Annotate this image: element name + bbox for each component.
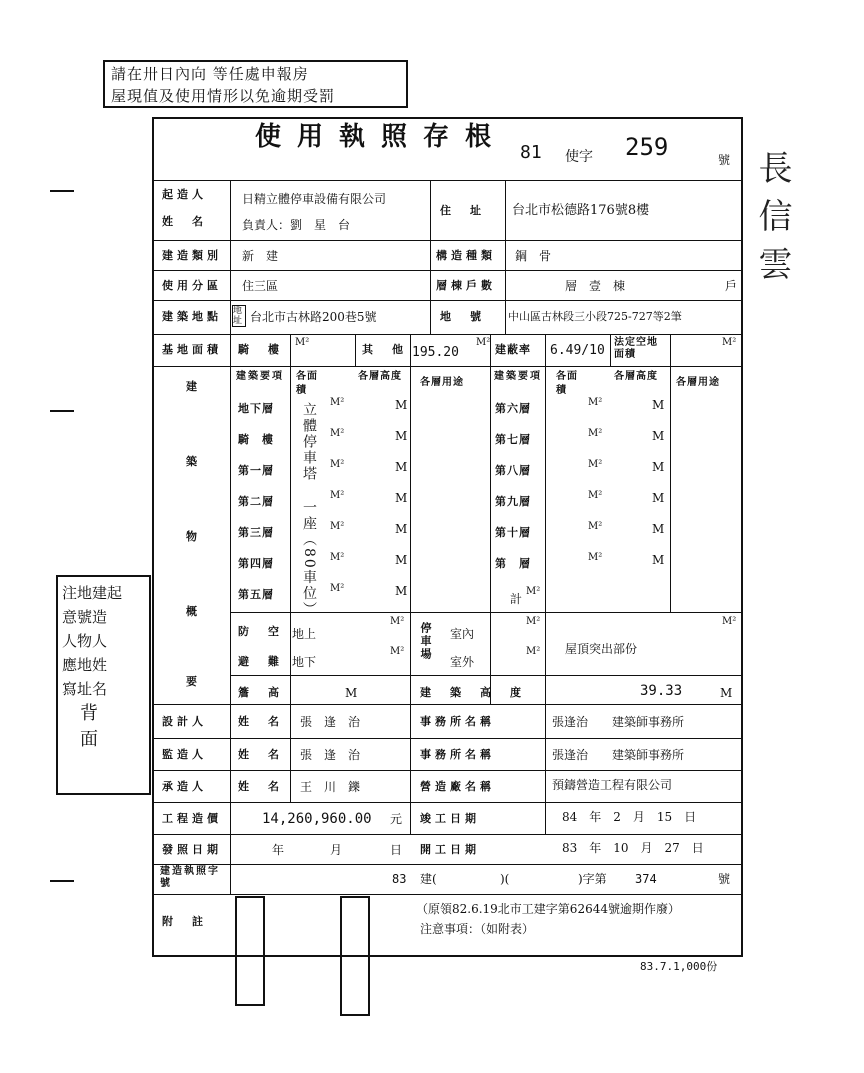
label-cost: 工程造價 [162, 812, 222, 825]
zone-value: 住三區 [242, 279, 279, 293]
label-supervisor: 監造人 [162, 748, 207, 761]
label-floors-households: 層棟戶數 [436, 279, 496, 292]
unit: M [345, 686, 358, 700]
unit: M [652, 398, 665, 412]
official-stamp-1 [235, 896, 265, 1006]
unit: M² [588, 552, 603, 563]
floor-label-right: 第十層 [495, 526, 531, 539]
label-zone: 使用分區 [162, 279, 222, 292]
col-use-right: 各層用途 [676, 377, 720, 388]
label-office: 事務所名稱 [420, 748, 495, 761]
label-start: 開工日期 [420, 843, 480, 856]
label-above: 地上 [292, 627, 317, 641]
label-outdoor: 室外 [450, 655, 475, 669]
unit: M [652, 460, 665, 474]
col-area-right: 各面積 [556, 371, 578, 396]
permit-no-value: 374 [635, 872, 657, 886]
supervisor-office: 張逢治 建築師事務所 [552, 748, 685, 762]
permit-year: 81 [520, 142, 542, 163]
col-height-right: 各層高度 [614, 371, 658, 382]
label-firm: 營造廠名稱 [420, 780, 495, 793]
issue-month: 月 [330, 843, 343, 857]
notice-line-2: 屋現值及使用情形以免逾期受罰 [111, 87, 336, 105]
label-total: 計 [510, 592, 523, 606]
unit-hu: 戶 [725, 279, 738, 293]
unit: M² [330, 428, 345, 439]
bldg-side-3: 物 [186, 530, 201, 543]
floor-label-left: 第三層 [238, 526, 274, 539]
label-name: 姓 名 [238, 748, 283, 761]
label-office: 事務所名稱 [420, 715, 495, 728]
left-note-l4: 應地姓 [62, 656, 108, 674]
permit-char: 使字 [565, 149, 593, 165]
side-handwriting: 長信雲 [752, 150, 792, 294]
permit-hao: 號 [718, 872, 731, 886]
lot-value: 中山區古林段三小段725-727等2筆 [508, 310, 682, 323]
col-area: 各面積 [296, 371, 318, 396]
label-site-small: 地址 [232, 305, 246, 327]
unit: M [395, 522, 408, 536]
unit: M [395, 398, 408, 412]
unit: M² [330, 490, 345, 501]
unit: M [652, 429, 665, 443]
form-title: 使用執照存根 [255, 122, 508, 152]
parking-count-text: 一座（80車位） [301, 500, 317, 618]
applicant-address: 台北市松德路176號8樓 [512, 203, 650, 218]
unit: M² [390, 646, 405, 657]
floor-label-right: 第六層 [495, 402, 531, 415]
left-note-l5: 寫址名 [62, 680, 108, 698]
label-land-area: 基地面積 [162, 343, 222, 356]
height-value: 39.33 [640, 683, 683, 699]
unit: M [395, 460, 408, 474]
label-eaves: 簷 高 [238, 686, 283, 699]
bldg-side-2: 築 [186, 455, 201, 468]
label-name: 姓 名 [238, 715, 283, 728]
category-value: 新 建 [242, 249, 279, 263]
floor-label-right: 第 層 [495, 557, 531, 570]
label-parking: 停車場 [419, 622, 432, 661]
label-name: 姓 名 [238, 780, 283, 793]
label-remarks: 附 註 [162, 915, 207, 928]
bldg-side-5: 要 [186, 675, 201, 688]
margin-mark [50, 410, 74, 412]
label-air-raid: 防 空 [238, 625, 283, 638]
left-note-l7: 面 [62, 729, 98, 750]
label-category: 建造類別 [162, 249, 222, 262]
permit-jian: 建( [420, 872, 437, 886]
floor-label-left: 第二層 [238, 495, 274, 508]
margin-mark [50, 190, 74, 192]
unit: M² [330, 583, 345, 594]
floors-households-value: 層 壹 棟 [565, 279, 626, 293]
permit-suffix: 號 [718, 153, 731, 167]
unit: M² [588, 490, 603, 501]
unit: M² [330, 552, 345, 563]
floor-label-left: 第四層 [238, 557, 274, 570]
permit-paren: )( [500, 872, 510, 886]
left-note-l1: 注地建起 [62, 584, 123, 602]
label-coverage: 建蔽率 [495, 343, 531, 356]
floor-label-right: 第八層 [495, 464, 531, 477]
structure-value: 鋼 骨 [515, 249, 552, 263]
label-roof-proj: 屋頂突出部份 [565, 642, 638, 656]
applicant-person: 負責人：劉 星 台 [242, 218, 351, 232]
notice-line-1: 請在卅日內向 等任處申報房 [111, 65, 309, 83]
label-address: 住 址 [440, 204, 485, 217]
site-value: 台北市古林路200巷5號 [250, 310, 377, 324]
col-item-right: 建築要項 [494, 371, 542, 382]
notice-box [103, 60, 408, 108]
unit: M² [588, 397, 603, 408]
supervisor-value: 張 逢 治 [300, 748, 361, 762]
label-refuge: 避 難 [238, 655, 283, 668]
floor-label-left: 騎 樓 [238, 433, 274, 446]
unit: M² [526, 646, 541, 657]
unit: M² [588, 459, 603, 470]
unit: M² [588, 521, 603, 532]
unit: M² [722, 337, 737, 348]
designer-office: 張逢治 建築師事務所 [552, 715, 685, 729]
cost-value: 14,260,960.00 [262, 811, 372, 827]
label-contractor: 承造人 [162, 780, 207, 793]
permit-year-value: 83 [392, 872, 407, 886]
left-note-l2: 意號造 [62, 608, 108, 626]
unit: M² [588, 428, 603, 439]
label-structure: 構造種類 [436, 249, 496, 262]
label-applicant: 起造人 [162, 188, 207, 201]
label-name: 姓 名 [162, 215, 207, 228]
footer-note: 83.7.1,000份 [640, 960, 718, 973]
unit: M [652, 522, 665, 536]
applicant-company: 日精立體停車設備有限公司 [242, 192, 387, 206]
unit: M² [526, 616, 541, 627]
remark-1: （原領82.6.19北市工建字第62644號逾期作廢） [416, 902, 680, 916]
label-designer: 設計人 [162, 715, 207, 728]
unit: M² [295, 337, 310, 348]
official-stamp-2 [340, 896, 370, 1016]
label-other: 其 他 [362, 343, 407, 356]
unit: M [652, 491, 665, 505]
floor-label-left: 地下層 [238, 402, 274, 415]
issue-day: 日 [390, 843, 403, 857]
label-permit-no: 建造執照字 號 [160, 866, 232, 889]
label-below: 地下 [292, 655, 317, 669]
permit-number: 259 [625, 133, 669, 161]
label-bldg-height: 建 築 高 度 [420, 686, 525, 699]
label-issue-date: 發照日期 [162, 843, 222, 856]
unit: M² [330, 397, 345, 408]
floor-label-right: 第七層 [495, 433, 531, 446]
label-arcade: 騎 樓 [238, 343, 283, 356]
left-note-l3: 人物人 [62, 632, 108, 650]
unit: M [652, 553, 665, 567]
unit: M² [722, 616, 737, 627]
margin-mark [50, 880, 74, 882]
parking-tower-text: 立體停車塔 [301, 402, 317, 482]
coverage-value: 6.49/10 [550, 343, 605, 358]
col-use: 各層用途 [420, 377, 464, 388]
unit: M [395, 491, 408, 505]
label-lot: 地 號 [440, 310, 485, 323]
floor-label-left: 第五層 [238, 588, 274, 601]
unit: M² [330, 459, 345, 470]
completion-value: 84 年 2 月 15 日 [562, 810, 697, 824]
label-site: 建築地點 [162, 310, 222, 323]
unit: M² [390, 616, 405, 627]
col-height: 各層高度 [358, 371, 402, 382]
unit: M [720, 686, 733, 700]
col-item: 建築要項 [236, 371, 284, 382]
unit: M [395, 584, 408, 598]
label-indoor: 室內 [450, 627, 475, 641]
designer-value: 張 逢 治 [300, 715, 361, 729]
unit: M [395, 429, 408, 443]
left-note [56, 575, 151, 795]
other-area-value: 195.20 [412, 345, 459, 360]
contractor-firm: 預鑄營造工程有限公司 [552, 778, 673, 792]
label-completion: 竣工日期 [420, 812, 480, 825]
unit: M [395, 553, 408, 567]
floor-label-right: 第九層 [495, 495, 531, 508]
issue-year: 年 [272, 843, 285, 857]
contractor-value: 王 川 鑠 [300, 780, 361, 794]
unit: M² [476, 337, 491, 348]
bldg-side-1: 建 [186, 380, 201, 393]
label-legal-open: 法定空地面積 [614, 337, 658, 360]
permit-zidi: )字第 [578, 872, 607, 886]
unit: M² [526, 586, 541, 597]
floor-label-left: 第一層 [238, 464, 274, 477]
remark-2: 注意事項：（如附表） [420, 922, 535, 936]
unit-yuan: 元 [390, 812, 403, 826]
unit: M² [330, 521, 345, 532]
start-value: 83 年 10 月 27 日 [562, 841, 704, 855]
left-note-l6: 背 [62, 703, 98, 724]
bldg-side-4: 概 [186, 605, 201, 618]
